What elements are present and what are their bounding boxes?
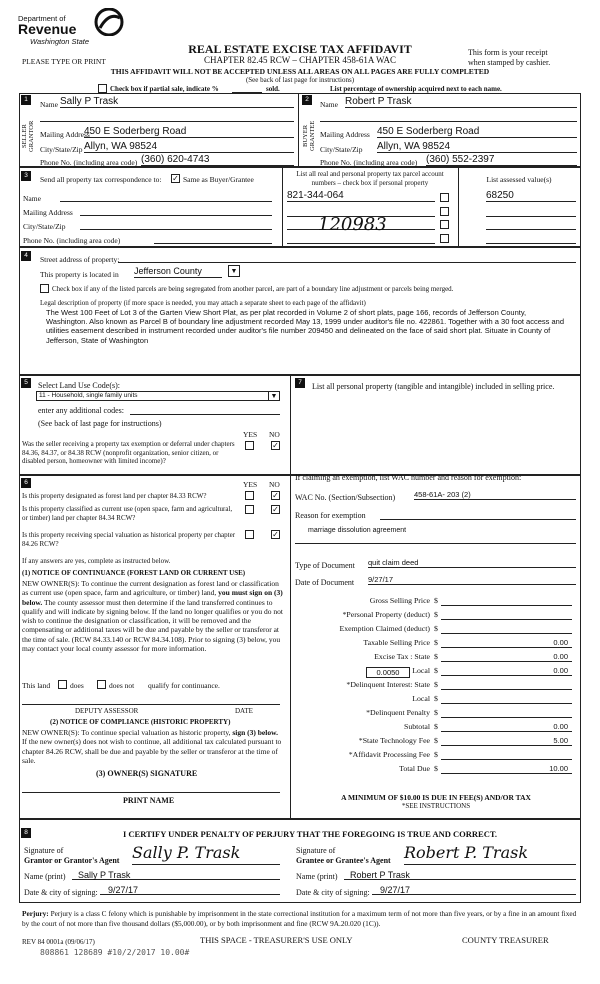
same-as-buyer-label: Same as Buyer/Grantee xyxy=(183,175,254,184)
fee-currency: $ xyxy=(434,722,438,731)
fee-label: Gross Selling Price xyxy=(369,596,430,605)
fee-label: Total Due xyxy=(399,764,430,773)
seller-mail-label: Mailing Address xyxy=(40,130,90,139)
continuance-text-a: NEW OWNER(S): To continue the current designation as forest land or classification as current use (open space, farm and agriculture, or timber) land, xyxy=(22,579,279,598)
current-use-question: Is this property classified as current use (open space, farm and agricultural, or timber) land per chapter 84.34 RCW? xyxy=(22,505,233,522)
reason-label: Reason for exemption xyxy=(295,511,366,520)
fee-value[interactable] xyxy=(441,693,572,704)
wac-field[interactable]: 458-61A- 203 (2) xyxy=(414,490,576,500)
assessed-value-field[interactable]: 68250 xyxy=(486,190,576,202)
grantee-name-print-label: Name (print) xyxy=(296,872,338,881)
grantor-name-print-field[interactable]: Sally P Trask xyxy=(72,870,280,880)
corr-name-label: Name xyxy=(23,194,41,203)
current-use-yes-checkbox[interactable] xyxy=(245,505,254,514)
fee-label: *Delinquent Interest: State xyxy=(346,680,430,689)
section-2-badge: 2 xyxy=(302,95,312,105)
this-land-label: This land xyxy=(22,681,51,690)
section-4-badge: 4 xyxy=(21,251,31,261)
historic-yes-checkbox[interactable] xyxy=(245,530,254,539)
fee-label: Subtotal xyxy=(404,722,430,731)
fee-table xyxy=(292,595,580,777)
forest-yes-checkbox[interactable] xyxy=(245,491,254,500)
handwritten-number: 120983 xyxy=(318,214,387,235)
fee-value[interactable] xyxy=(441,679,572,690)
section-5-badge: 5 xyxy=(21,378,31,388)
fee-value[interactable]: 0.00 xyxy=(441,651,572,662)
corr-name-field[interactable] xyxy=(60,201,272,202)
does-checkbox[interactable] xyxy=(58,680,67,689)
fee-row xyxy=(292,623,580,637)
date-label: DATE xyxy=(235,707,253,715)
fee-row xyxy=(292,637,580,651)
fee-value[interactable]: 5.00 xyxy=(441,735,572,746)
see-back-instructions: (See back of last page for instructions) xyxy=(245,76,355,84)
buyer-city-field[interactable]: Allyn, WA 98524 xyxy=(377,141,577,153)
reason-line-2 xyxy=(295,543,576,544)
fee-label: *Delinquent Penalty xyxy=(366,708,430,717)
divider xyxy=(298,93,299,167)
perjury-note xyxy=(22,909,578,928)
does-not-checkbox[interactable] xyxy=(97,680,106,689)
deputy-assessor-label: DEPUTY ASSESSOR xyxy=(75,707,139,715)
buyer-phone-field[interactable]: (360) 552-2397 xyxy=(426,154,577,166)
grantor-sig-label-b: Grantor or Grantor's Agent xyxy=(24,856,120,865)
same-as-buyer-checkbox[interactable]: ✓ xyxy=(172,174,179,183)
buyer-mail-field[interactable]: 450 E Soderberg Road xyxy=(377,126,577,138)
print-name-label: PRINT NAME xyxy=(123,796,175,805)
land-use-label: Select Land Use Code(s): xyxy=(38,381,120,390)
fee-label: *Affidavit Processing Fee xyxy=(348,750,430,759)
receipt-note-1: This form is your receipt xyxy=(468,48,548,57)
county-select[interactable]: Jefferson County xyxy=(134,266,222,278)
fee-currency: $ xyxy=(434,694,438,703)
doc-date-label: Date of Document xyxy=(295,578,355,587)
current-use-no-checkbox[interactable]: ✓ xyxy=(272,505,279,514)
form-revision: REV 84 0001a (09/06/17) xyxy=(22,938,95,946)
local-rate-field[interactable]: 0.0050 xyxy=(366,667,410,678)
does-not-label: does not xyxy=(109,681,135,690)
fee-currency: $ xyxy=(434,596,438,605)
exemption-question: Was the seller receiving a property tax exemption or deferral under chapters 84.36, 84.37, or 84.38 RCW (nonprofit organization, senior citizen, or disabled person, homeowner with limited income)? xyxy=(22,440,235,465)
logo-swirl-icon xyxy=(94,8,124,41)
continuance-text-b: you must sign on (3) below. xyxy=(22,588,283,607)
assessed-value-field-3[interactable] xyxy=(486,229,576,230)
see-instructions-note: *SEE INSTRUCTIONS xyxy=(401,802,471,810)
parcel-header: List all real and personal property tax parcel account numbers – check box if personal property xyxy=(296,170,444,187)
fee-currency: $ xyxy=(434,624,438,633)
partial-sale-label: Check box if partial sale, indicate % xyxy=(110,85,219,93)
corr-city-label: City/State/Zip xyxy=(23,222,66,231)
list-percentage-note: List percentage of ownership acquired next to each name. xyxy=(330,85,502,93)
grantee-signature[interactable]: Robert P. Trask xyxy=(404,843,576,865)
historic-text-c: If the new owner(s) does not wish to continue, all additional tax calculated pursuant to chapter 84.26 RCW, shall be due and payable by the seller or transferor at the time of sale. xyxy=(22,737,282,765)
segregated-label: Check box if any of the listed parcels are being segregated from another parcel, are part of a boundary line adjustment or parcels being merged. xyxy=(52,285,454,293)
parcel-number-field[interactable]: 821-344-064 xyxy=(287,190,435,202)
fee-currency: $ xyxy=(434,764,438,773)
does-label: does xyxy=(70,681,84,690)
fee-label: *State Technology Fee xyxy=(358,736,430,745)
section-7-badge: 7 xyxy=(295,378,305,388)
please-type: PLEASE TYPE OR PRINT xyxy=(22,57,106,66)
grantor-date-city-label: Date & city of signing: xyxy=(24,888,98,897)
treasurer-space-label: THIS SPACE - TREASURER'S USE ONLY xyxy=(200,935,353,945)
legal-description-text[interactable]: The West 100 Feet of Lot 3 of the Garten View Short Plat, as per plat recorded in Volume 2 of short plats, page 166, records of Jefferson County, Washington. Also known as Parcel B of boundary line adjustment recorded May 13, 1999 under auditor's file no. 422861. Together with a 30 foot access and utilities easement described in instrument recorded under auditor's file number 209450 and delineated on the face of said short plat. Situate in County of Jefferson, State of Washington xyxy=(46,308,565,345)
buyer-name-field[interactable]: Robert P Trask xyxy=(345,96,577,108)
fee-row xyxy=(292,749,580,763)
corr-mail-label: Mailing Address xyxy=(23,208,73,217)
deputy-signature-line[interactable] xyxy=(22,704,280,705)
seller-line xyxy=(40,121,294,122)
doc-type-label: Type of Document xyxy=(295,561,355,570)
claim-exemption-label: If claiming an exemption, list WAC number and reason for exemption: xyxy=(295,473,522,482)
buyer-city-label: City/State/Zip xyxy=(320,145,363,154)
personal-property-checkbox-4[interactable] xyxy=(440,234,449,243)
fee-value[interactable]: 0.00 xyxy=(441,721,572,732)
divider xyxy=(458,167,459,247)
divider xyxy=(282,167,283,247)
historic-text-a: NEW OWNER(S): To continue special valuation as historic property, xyxy=(22,728,231,737)
parcel-number-field-4[interactable] xyxy=(287,243,435,244)
grantor-name-print-label: Name (print) xyxy=(24,872,66,881)
reason-field[interactable]: marriage dissolution agreement xyxy=(308,527,407,534)
grantor-signature[interactable]: Sally P. Trask xyxy=(132,843,280,865)
additional-codes-label: enter any additional codes: xyxy=(38,406,124,415)
grantor-date-city-field[interactable]: 9/27/17 xyxy=(100,885,280,895)
buyer-line xyxy=(320,121,577,122)
section-3-badge: 3 xyxy=(21,171,31,181)
forest-land-question: Is this property designated as forest land per chapter 84.33 RCW? xyxy=(22,492,207,500)
seller-phone-field[interactable]: (360) 620-4743 xyxy=(141,154,294,166)
doc-type-field[interactable]: quit claim deed xyxy=(368,558,576,568)
grantee-date-city-field[interactable]: 9/27/17 xyxy=(372,885,576,895)
fee-value[interactable]: 0.00 xyxy=(441,637,572,648)
seller-name-label: Name xyxy=(40,100,58,109)
assessed-header: List assessed value(s) xyxy=(486,175,552,184)
fee-row xyxy=(292,651,580,665)
yes-header-6: YES xyxy=(243,480,258,489)
seller-mail-field[interactable]: 450 E Soderberg Road xyxy=(84,126,294,138)
revenue-wordmark: Revenue xyxy=(18,21,77,37)
section-8-badge: 8 xyxy=(21,828,31,838)
fee-currency: $ xyxy=(434,708,438,717)
warning-banner: THIS AFFIDAVIT WILL NOT BE ACCEPTED UNLESS ALL AREAS ON ALL PAGES ARE FULLY COMPLETED xyxy=(110,67,490,76)
buyer-name-label: Name xyxy=(320,100,338,109)
fee-value[interactable] xyxy=(441,623,572,634)
grantee-name-print-field[interactable]: Robert P Trask xyxy=(344,870,576,880)
perjury-text: Perjury is a class C felony which is punishable by imprisonment in the state correctional institution for a maximum term of not more than five years, or by a fine in an amount fixed by the court of not more than five thousand dollars ($5,000.00), or by both imprisonment and fine (RCW 9A.20.020 (1C)). xyxy=(22,909,577,928)
qualify-label: qualify for continuance. xyxy=(148,681,220,690)
treasurer-stamp: 808861 128689 #10/2/2017 10.00# xyxy=(40,948,190,957)
fee-label: Local xyxy=(412,694,430,703)
fee-value[interactable]: 10.00 xyxy=(441,763,572,774)
fee-label: Taxable Selling Price xyxy=(363,638,430,647)
personal-property-checkbox-3[interactable] xyxy=(440,220,449,229)
send-correspondence-label: Send all property tax correspondence to: xyxy=(40,175,162,184)
fee-row xyxy=(292,595,580,609)
section-6-badge: 6 xyxy=(21,478,31,488)
corr-phone-label: Phone No. (including area code) xyxy=(23,236,121,245)
personal-property-label: List all personal property (tangible and intangible) included in selling price. xyxy=(312,382,555,391)
personal-property-checkbox-2[interactable] xyxy=(440,207,449,216)
fee-currency: $ xyxy=(434,736,438,745)
exemption-no-checkbox[interactable]: ✓ xyxy=(272,441,279,450)
grantee-date-city-label: Date & city of signing: xyxy=(296,888,370,897)
fee-currency: $ xyxy=(434,652,438,661)
exemption-yes-checkbox[interactable] xyxy=(245,441,254,450)
seller-name-field[interactable]: Sally P Trask xyxy=(60,96,294,108)
historic-text-b: sign (3) below. xyxy=(232,728,278,737)
personal-property-checkbox-1[interactable] xyxy=(440,193,449,202)
fee-row xyxy=(292,665,580,679)
fee-currency: $ xyxy=(434,638,438,647)
fee-row xyxy=(292,679,580,693)
assessed-value-field-2[interactable] xyxy=(486,216,576,217)
fee-label: *Personal Property (deduct) xyxy=(342,610,430,619)
continuance-heading: (1) NOTICE OF CONTINUANCE (FOREST LAND OR CURRENT USE) xyxy=(22,569,246,577)
grantee-sig-label-b: Grantee or Grantee's Agent xyxy=(296,856,391,865)
minimum-due-note: A MINIMUM OF $10.00 IS DUE IN FEE(S) AND/OR TAX xyxy=(341,793,531,802)
dor-logo xyxy=(18,6,128,50)
fee-label: Local xyxy=(412,666,430,675)
sold-label: sold. xyxy=(266,85,280,93)
seller-phone-label: Phone No. (including area code) xyxy=(40,158,138,167)
fee-row xyxy=(292,721,580,735)
land-use-chevron-icon[interactable]: ▼ xyxy=(268,391,280,401)
fee-row xyxy=(292,763,580,777)
land-use-select[interactable]: 11 - Household, single family units xyxy=(36,391,280,401)
historic-heading: (2) NOTICE OF COMPLIANCE (HISTORIC PROPERTY) xyxy=(50,718,231,726)
fee-row xyxy=(292,693,580,707)
seller-city-field[interactable]: Allyn, WA 98524 xyxy=(84,141,294,153)
fee-label: Exemption Claimed (deduct) xyxy=(339,624,430,633)
receipt-note-2: when stamped by cashier. xyxy=(468,58,551,67)
yes-header-5: YES xyxy=(243,430,258,439)
segregated-checkbox[interactable] xyxy=(40,284,49,293)
wa-state: Washington State xyxy=(30,37,90,46)
partial-sale-checkbox[interactable] xyxy=(98,84,107,93)
county-dropdown-chevron-icon[interactable]: ▼ xyxy=(228,265,240,277)
street-address-label: Street address of property: xyxy=(40,255,120,264)
if-yes-note: If any answers are yes, complete as instructed below. xyxy=(22,557,171,565)
fee-value[interactable] xyxy=(441,595,572,606)
additional-codes-field[interactable] xyxy=(130,414,280,415)
fee-value[interactable] xyxy=(441,609,572,620)
corr-phone-field[interactable] xyxy=(154,243,272,244)
form-chapter: CHAPTER 82.45 RCW – CHAPTER 458-61A WAC xyxy=(204,55,396,65)
wac-label: WAC No. (Section/Subsection) xyxy=(295,493,396,502)
owner-signature-label: (3) OWNER(S) SIGNATURE xyxy=(96,769,198,778)
section-1-badge: 1 xyxy=(21,95,31,105)
owner-signature-line[interactable] xyxy=(22,792,280,793)
historic-no-checkbox[interactable]: ✓ xyxy=(272,530,279,539)
buyer-grantee-label: BUYER GRANTEE xyxy=(302,120,316,152)
corr-mail-field[interactable] xyxy=(80,215,272,216)
historic-text xyxy=(22,728,284,765)
buyer-phone-label: Phone No. (including area code) xyxy=(320,158,418,167)
fee-row xyxy=(292,707,580,721)
seller-city-label: City/State/Zip xyxy=(40,145,83,154)
fee-currency: $ xyxy=(434,610,438,619)
form-title: REAL ESTATE EXCISE TAX AFFIDAVIT xyxy=(188,42,412,56)
fee-row xyxy=(292,735,580,749)
no-header-5: NO xyxy=(269,430,280,439)
fee-currency: $ xyxy=(434,666,438,675)
corr-city-field[interactable] xyxy=(80,229,272,230)
fee-currency: $ xyxy=(434,680,438,689)
fee-value[interactable] xyxy=(441,707,572,718)
continuance-text xyxy=(22,579,284,653)
fee-value[interactable]: 0.00 xyxy=(441,665,572,676)
doc-date-field[interactable]: 9/27/17 xyxy=(368,575,576,585)
located-in-label: This property is located in xyxy=(40,270,119,279)
seller-grantor-label: SELLER GRANTOR xyxy=(21,120,35,152)
legal-description-label: Legal description of property (if more space is needed, you may attach a separate sheet to each page of the affidavit) xyxy=(40,299,366,307)
fee-value[interactable] xyxy=(441,749,572,760)
fee-row xyxy=(292,609,580,623)
grantee-sig-label-a: Signature of xyxy=(296,846,336,855)
county-treasurer-label: COUNTY TREASURER xyxy=(462,935,549,945)
assessed-value-field-4[interactable] xyxy=(486,243,576,244)
certify-statement: I CERTIFY UNDER PENALTY OF PERJURY THAT THE FOREGOING IS TRUE AND CORRECT. xyxy=(122,829,497,839)
street-address-field[interactable] xyxy=(118,262,576,263)
grantor-sig-label-a: Signature of xyxy=(24,846,64,855)
reason-line xyxy=(380,519,576,520)
fee-label: Excise Tax : State xyxy=(374,652,430,661)
perjury-label: Perjury: xyxy=(22,909,49,918)
buyer-mail-label: Mailing Address xyxy=(320,130,370,139)
no-header-6: NO xyxy=(269,480,280,489)
continuance-text-c: The county assessor must then determine if the land transferred continues to qualify and will indicate by signing below. If the land no longer qualifies or you do not wish to continue the designation or classification, it will be removed and the compensating or additional taxes will be due and payable by the seller or transferor at the time of sale. (RCW 84.33.140 or RCW 84.34.108). Prior to signing (3) below, you may contact your local county assessor for more information. xyxy=(22,597,283,654)
forest-no-checkbox[interactable]: ✓ xyxy=(272,491,279,500)
fee-currency: $ xyxy=(434,750,438,759)
historic-question: Is this property receiving special valuation as historical property per chapter 84.26 RCW? xyxy=(22,531,236,548)
see-back-5: (See back of last page for instructions) xyxy=(38,419,162,428)
dept-of: Department of xyxy=(18,14,66,23)
